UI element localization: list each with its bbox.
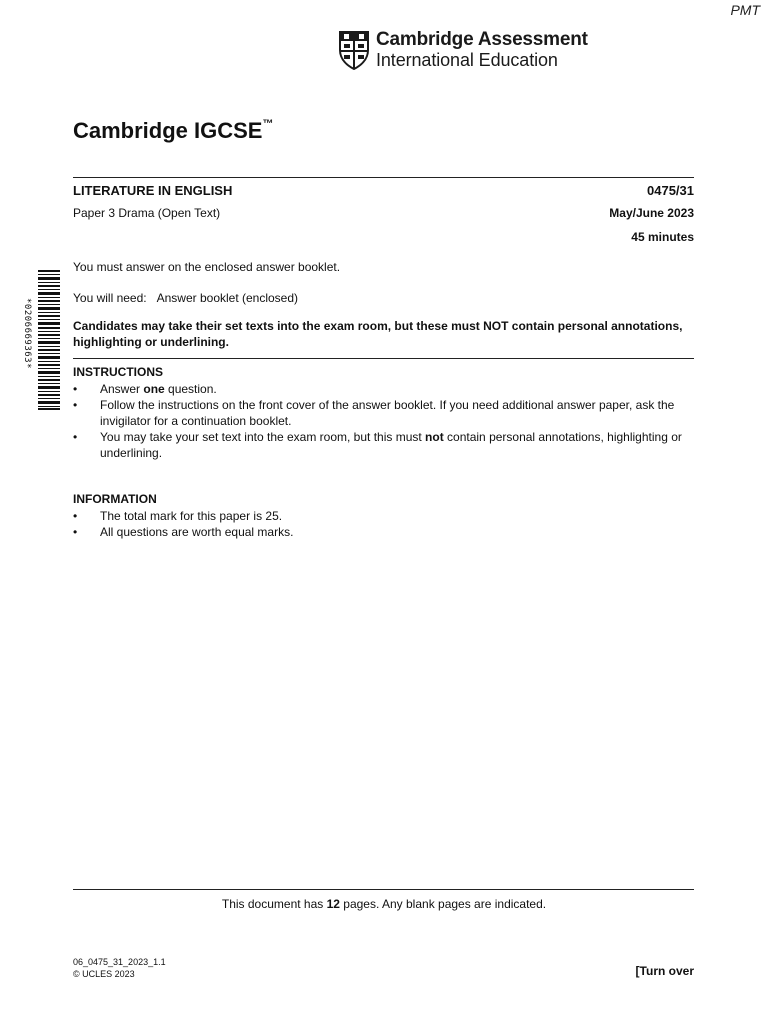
barcode-number-text: *0206669363* <box>22 298 32 370</box>
document-reference <box>73 956 166 980</box>
footer-rule <box>73 889 694 890</box>
copyright: © UCLES 2023 <box>73 969 135 979</box>
paper-title: Paper 3 Drama (Open Text) <box>73 206 221 220</box>
item-text: The total mark for this paper is 25. <box>100 509 283 523</box>
trademark: ™ <box>262 117 274 130</box>
bullet: • <box>73 382 78 396</box>
cambridge-logo <box>338 30 588 70</box>
logo-line-2: International Education <box>376 50 558 70</box>
you-will-need-value: Answer booklet (enclosed) <box>156 291 299 305</box>
answer-note: You must answer on the enclosed answer booklet. <box>73 260 341 274</box>
item-text: You may take your set text into the exam room, but this must <box>100 430 426 444</box>
turn-over: [Turn over <box>635 964 694 978</box>
you-will-need <box>73 290 298 306</box>
bullet: • <box>73 525 78 539</box>
subject-title: LITERATURE IN ENGLISH <box>73 183 233 198</box>
qualification-name: Cambridge IGCSE <box>73 118 263 143</box>
bullet: • <box>73 398 78 412</box>
item-emphasis: one <box>143 382 165 396</box>
list-item <box>73 429 694 461</box>
item-text: Follow the instructions on the front cover of the answer booklet. If you need additional answer paper, ask the invigilator for a continuation booklet. <box>100 398 675 428</box>
pages-text: pages. Any blank pages are indicated. <box>339 897 547 911</box>
item-text: Answer <box>100 382 144 396</box>
pages-text: This document has <box>221 897 327 911</box>
bullet: • <box>73 509 78 523</box>
bullet: • <box>73 430 78 444</box>
exam-session: May/June 2023 <box>609 206 694 220</box>
syllabus-code: 0475/31 <box>647 183 694 198</box>
instructions-heading: INSTRUCTIONS <box>73 365 163 379</box>
instructions-list <box>73 381 694 461</box>
list-item <box>73 397 694 429</box>
list-item <box>73 381 694 397</box>
you-will-need-label: You will need: <box>73 291 147 305</box>
logo-line-1: Cambridge Assessment <box>376 29 588 50</box>
item-text: contain personal annotations, highlighting or underlining. <box>100 430 682 460</box>
qualification-title <box>73 118 273 144</box>
item-text: question. <box>164 382 217 396</box>
information-heading: INFORMATION <box>73 492 157 506</box>
reference-code: 06_0475_31_2023_1.1 <box>73 957 166 967</box>
item-emphasis: not <box>425 430 444 444</box>
page-count: 12 <box>326 897 340 911</box>
list-item <box>73 508 694 524</box>
barcode-number <box>20 298 34 388</box>
item-text: All questions are worth equal marks. <box>100 525 294 539</box>
candidates-note: Candidates may take their set texts into the exam room, but these must NOT contain personal annotations, highlighting or underlining. <box>73 319 683 349</box>
information-list <box>73 508 694 540</box>
cambridge-crest-icon <box>338 30 370 70</box>
document-pages-note <box>0 897 768 911</box>
instructions-rule <box>73 358 694 359</box>
header-rule <box>73 177 694 178</box>
barcode-icon <box>38 270 60 410</box>
list-item <box>73 524 694 540</box>
pmt-mark: PMT <box>730 2 760 18</box>
exam-duration: 45 minutes <box>631 230 694 244</box>
